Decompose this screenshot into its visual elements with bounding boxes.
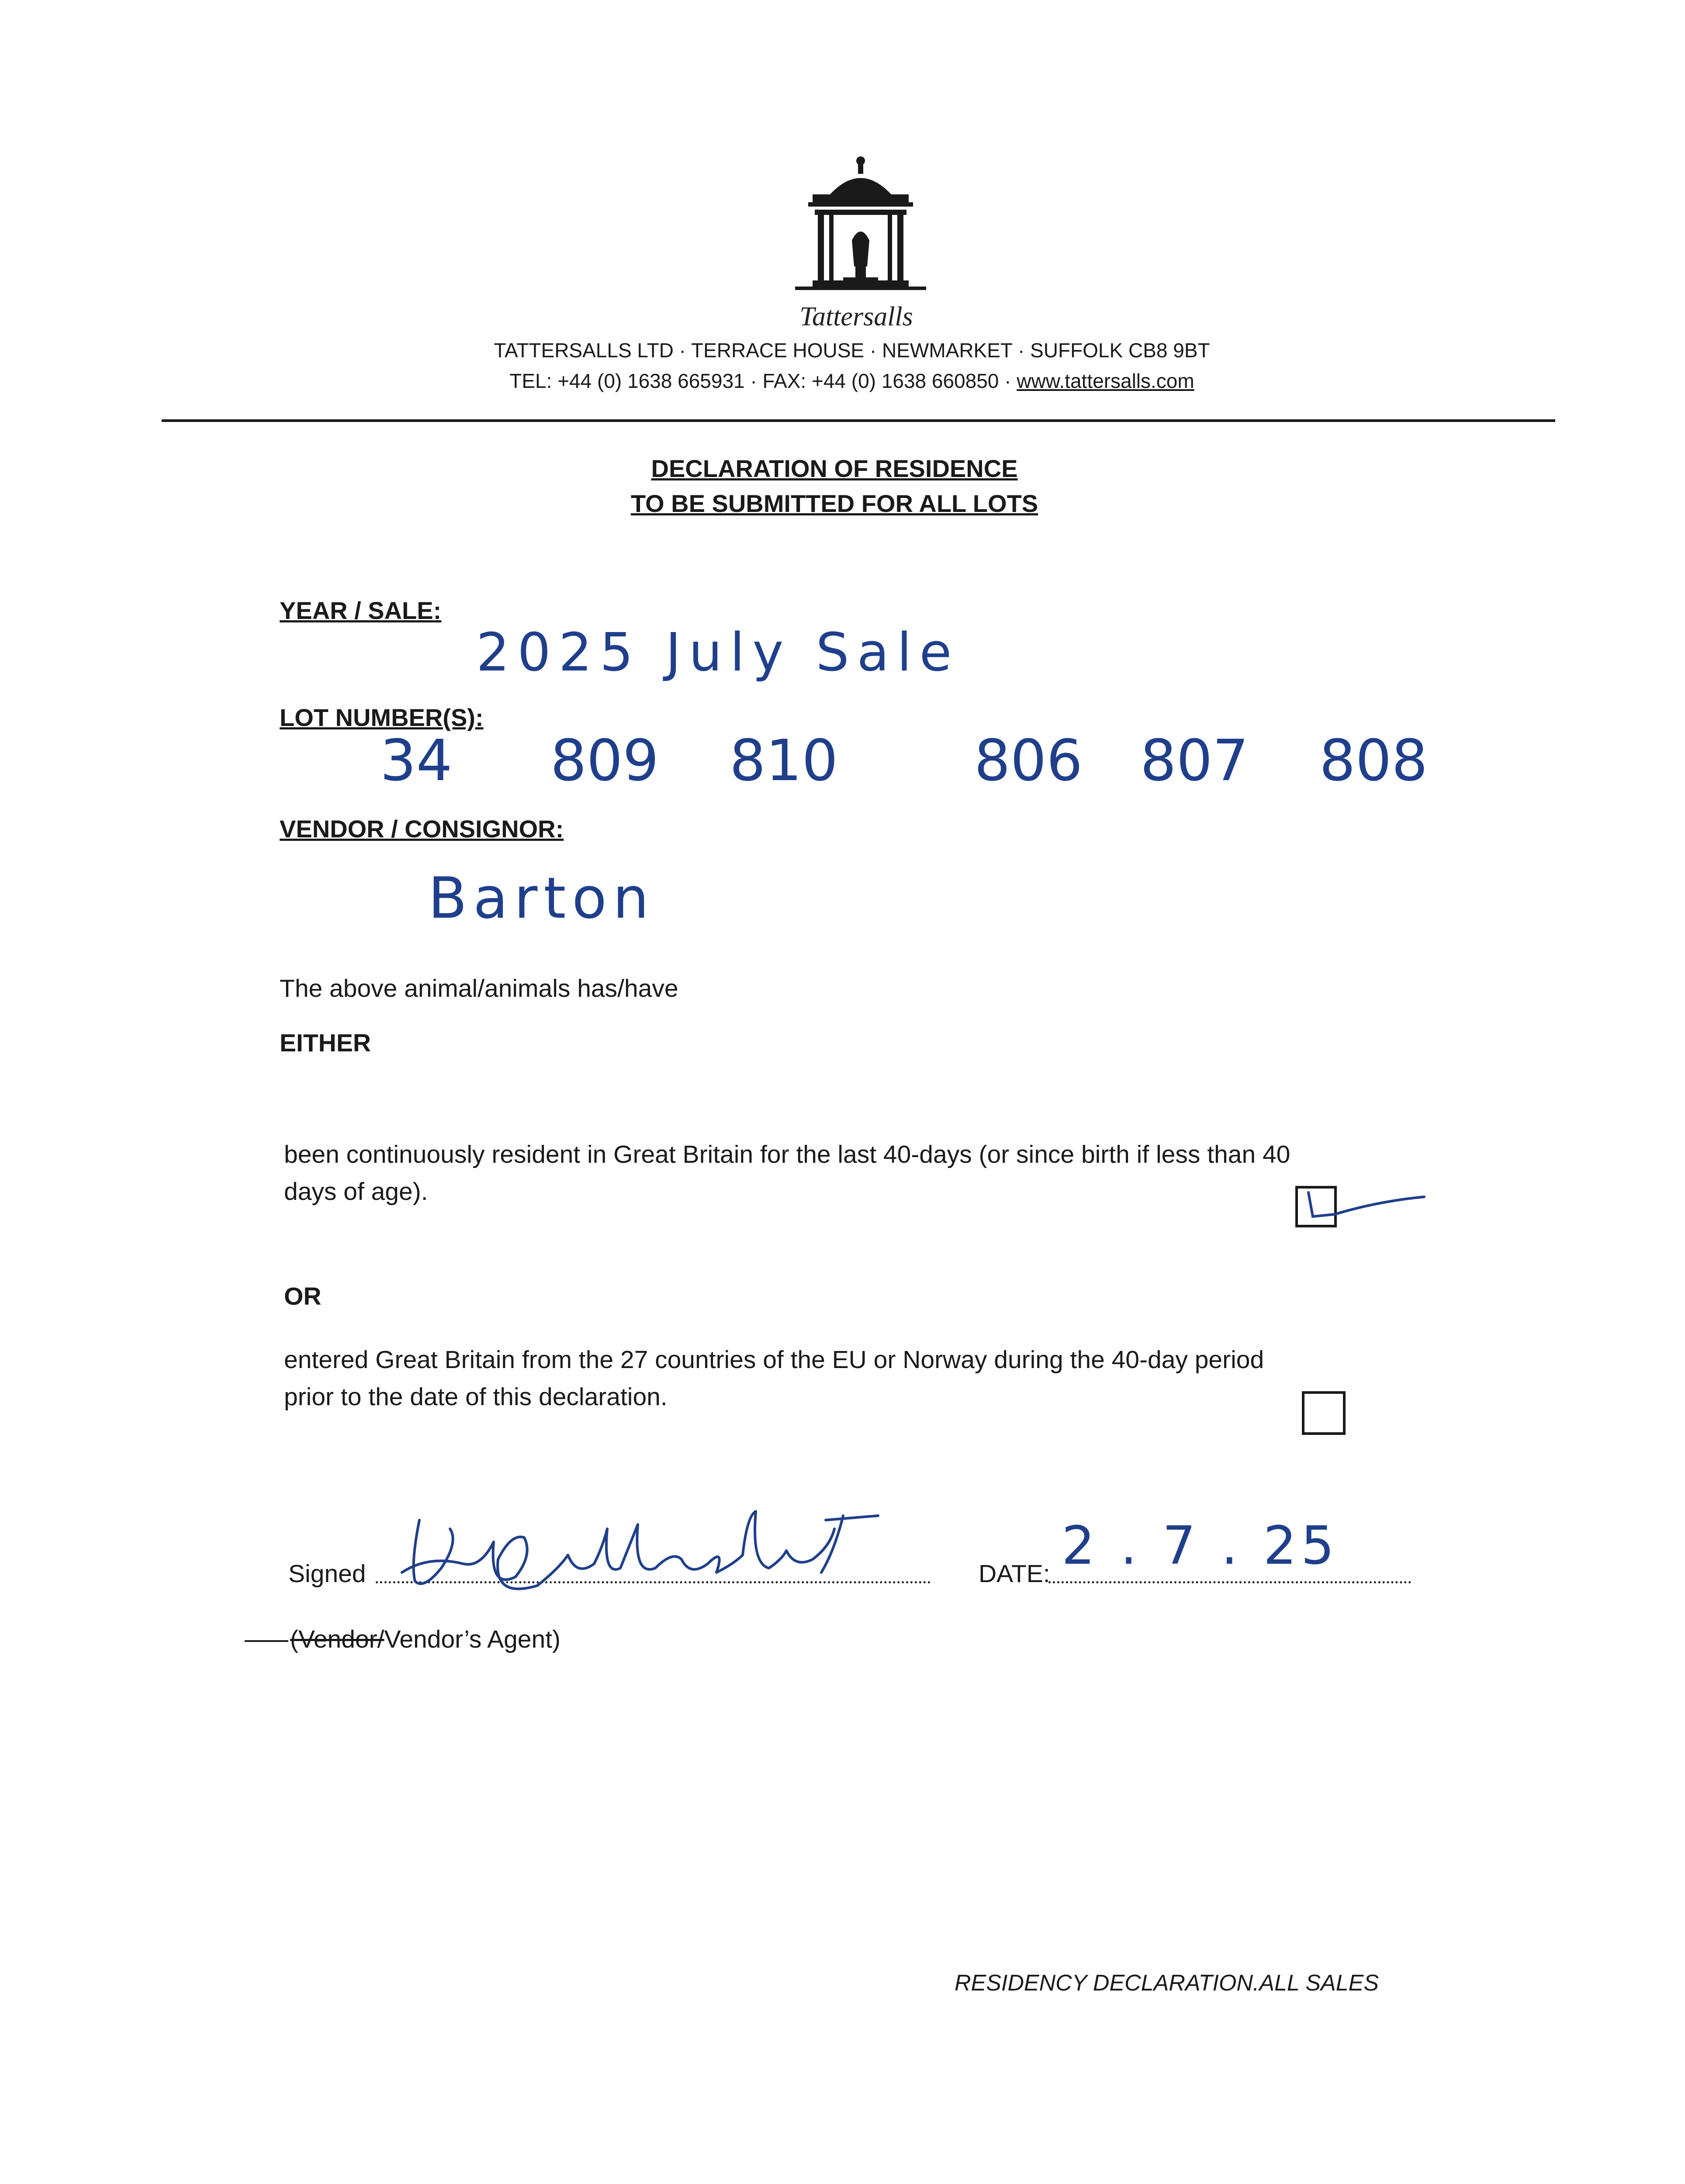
brand-name: Tattersalls [799, 302, 913, 332]
date-label: DATE: [979, 1560, 1050, 1588]
contact-phone-fax: TEL: +44 (0) 1638 665931 · FAX: +44 (0) 1638 660850 · [509, 370, 1017, 392]
vendor-consignor-label: VENDOR / CONSIGNOR: [280, 815, 564, 843]
form-subtitle: TO BE SUBMITTED FOR ALL LOTS [630, 490, 1038, 517]
strike-line [245, 1640, 288, 1642]
role-vendor-struck: (Vendor/ [290, 1625, 384, 1653]
lot-number[interactable]: 807 [1140, 727, 1249, 794]
lot-number[interactable]: 809 [550, 727, 659, 794]
declaration-intro: The above animal/animals has/have [280, 975, 678, 1002]
form-title: DECLARATION OF RESIDENCE [651, 455, 1018, 482]
checkmark-icon [1300, 1179, 1431, 1227]
option-entered-text-line2: prior to the date of this declaration. [284, 1383, 668, 1411]
option-resident-text-line2: days of age). [284, 1178, 428, 1206]
option-entered-checkbox[interactable] [1302, 1391, 1346, 1435]
option-entered-text-line1: entered Great Britain from the 27 countries of the EU or Norway during the 40-day period [284, 1346, 1264, 1374]
role-vendor-agent: Vendor’s Agent) [384, 1625, 561, 1653]
year-sale-value[interactable]: 2025 July Sale [476, 622, 960, 683]
lot-number[interactable]: 806 [974, 727, 1083, 794]
lot-number[interactable]: 810 [730, 727, 838, 794]
company-address: TATTERSALLS LTD · TERRACE HOUSE · NEWMARKET · SUFFOLK CB8 9BT [494, 339, 1210, 362]
or-label: OR [284, 1282, 322, 1310]
date-value[interactable]: 2 . 7 . 25 [1062, 1516, 1339, 1576]
tattersalls-logo [782, 153, 939, 301]
signed-label: Signed [288, 1560, 366, 1588]
either-label: EITHER [280, 1029, 371, 1057]
lot-numbers-label: LOT NUMBER(S): [280, 704, 484, 731]
header-divider [162, 419, 1555, 422]
signature-image [393, 1503, 896, 1603]
year-sale-label: YEAR / SALE: [280, 597, 442, 624]
lot-number[interactable]: 808 [1319, 727, 1428, 794]
option-resident-text-line1: been continuously resident in Great Britain for the last 40-days (or since birth if less than 40 [284, 1140, 1291, 1168]
signatory-role [245, 1625, 561, 1654]
lot-number[interactable]: 34 [380, 727, 453, 794]
vendor-consignor-value[interactable]: Barton [428, 865, 655, 931]
website-link[interactable]: www.tattersalls.com [1017, 370, 1194, 392]
company-contact [393, 369, 1311, 393]
document-footer: RESIDENCY DECLARATION.ALL SALES [955, 1970, 1379, 1996]
